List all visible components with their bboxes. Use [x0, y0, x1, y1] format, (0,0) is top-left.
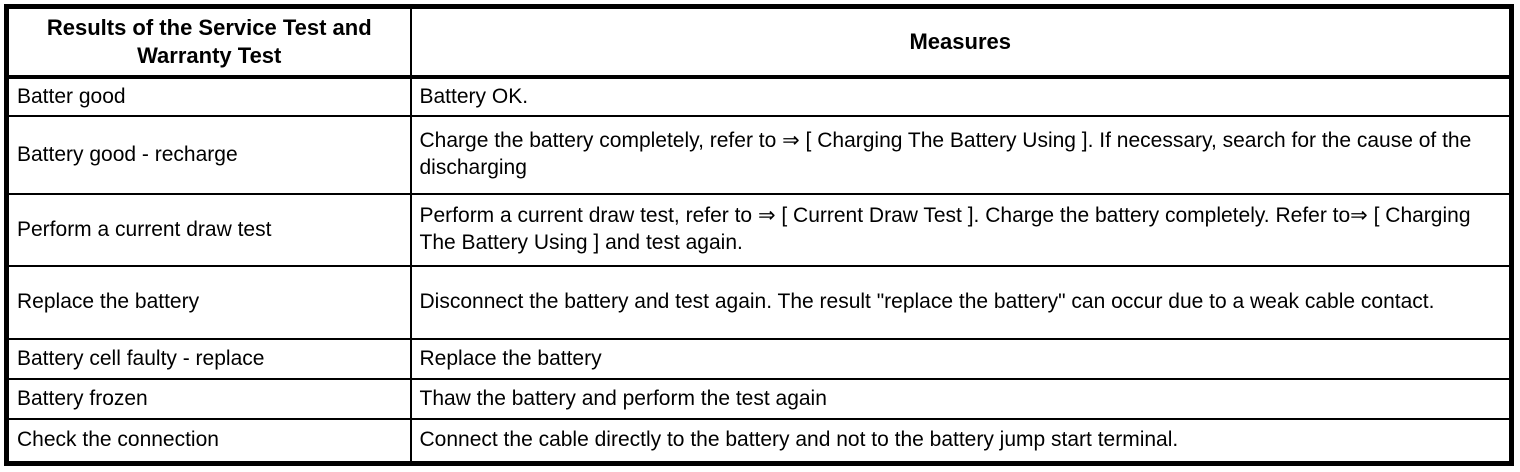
result-cell: Batter good: [7, 77, 411, 117]
measure-cell: Charge the battery completely, refer to ⇒ [ Charging The Battery Using ]. If necessary, search for the cause of the discharging: [411, 116, 1512, 194]
measure-cell: Disconnect the battery and test again. The result "replace the battery" can occur due to a weak cable contact.: [411, 266, 1512, 340]
table-row: [7, 379, 1512, 419]
measure-cell: Battery OK.: [411, 77, 1512, 117]
table-row: [7, 419, 1512, 463]
result-cell: Battery good - recharge: [7, 116, 411, 194]
table-header-row: [7, 7, 1512, 77]
result-cell: Replace the battery: [7, 266, 411, 340]
table-row: [7, 194, 1512, 266]
measure-cell: Thaw the battery and perform the test again: [411, 379, 1512, 419]
measure-cell: Perform a current draw test, refer to ⇒ [ Current Draw Test ]. Charge the battery completely. Refer to⇒ [ Charging The Battery Using ] and test again.: [411, 194, 1512, 266]
measure-cell: Replace the battery: [411, 339, 1512, 379]
table-row: [7, 77, 1512, 117]
result-cell: Perform a current draw test: [7, 194, 411, 266]
table-row: [7, 339, 1512, 379]
result-cell: Battery cell faulty - replace: [7, 339, 411, 379]
result-cell: Battery frozen: [7, 379, 411, 419]
table-row: [7, 266, 1512, 340]
column-header-results: Results of the Service Test and Warranty Test: [7, 7, 411, 77]
column-header-measures: Measures: [411, 7, 1512, 77]
service-test-results-table: [4, 4, 1514, 466]
table-row: [7, 116, 1512, 194]
result-cell: Check the connection: [7, 419, 411, 463]
measure-cell: Connect the cable directly to the battery and not to the battery jump start terminal.: [411, 419, 1512, 463]
